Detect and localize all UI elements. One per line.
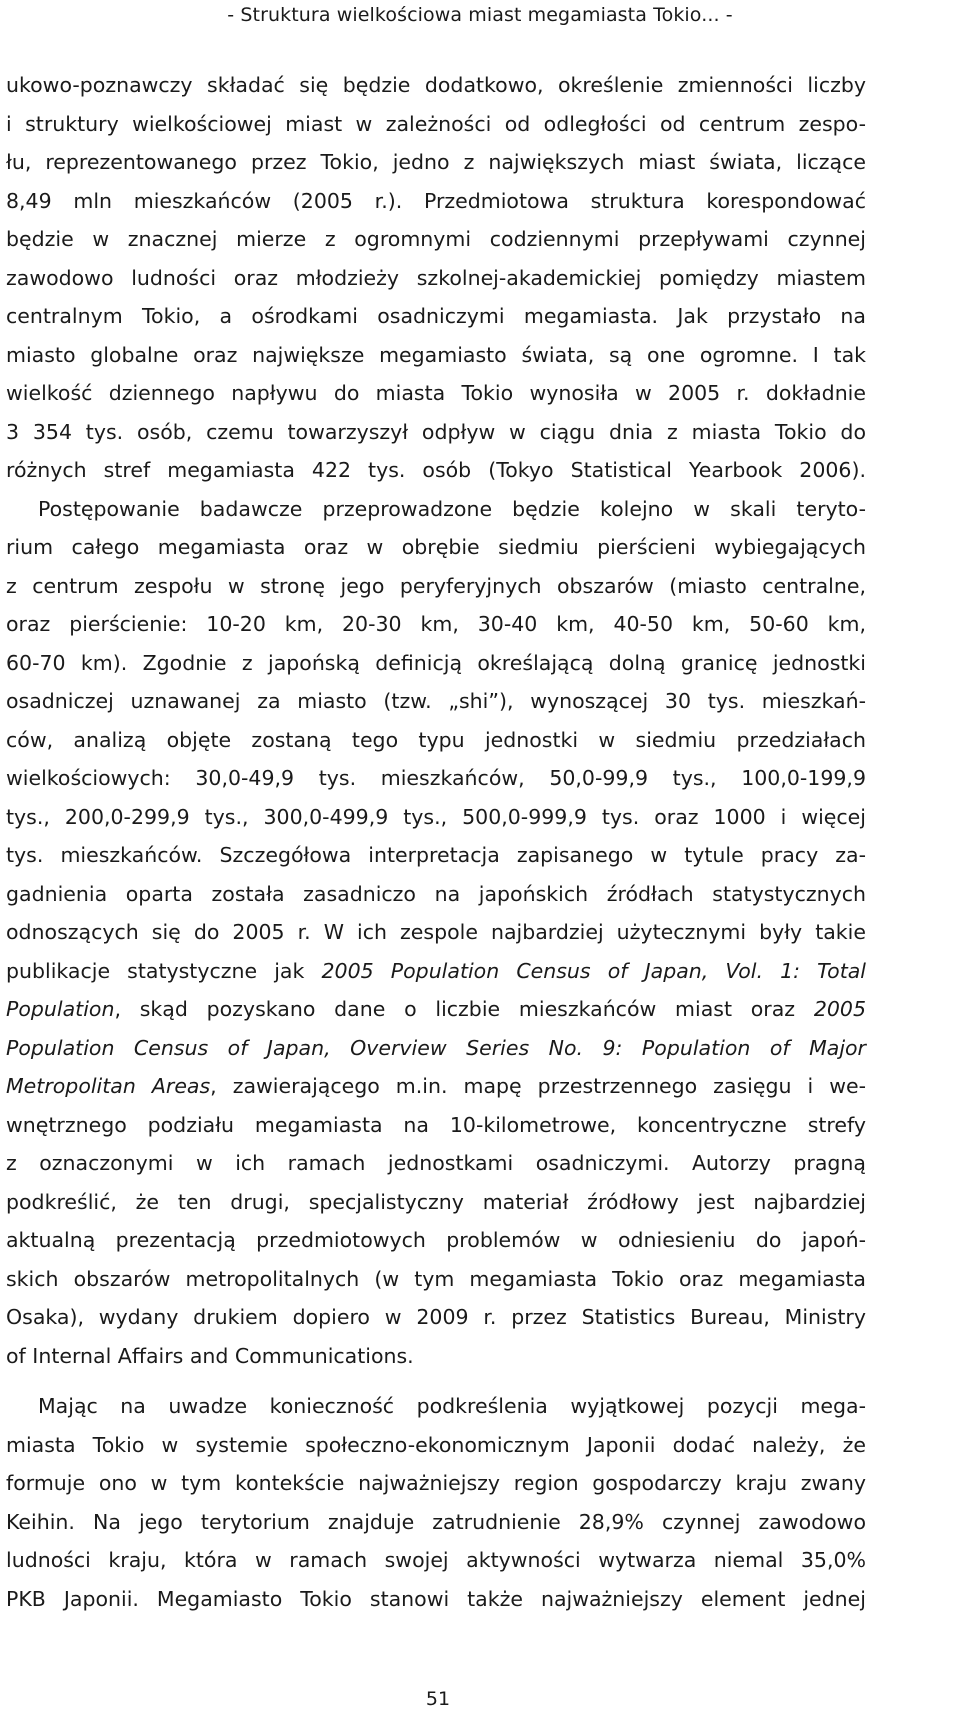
text-line [6, 952, 866, 991]
text-run: , skąd pozyskano dane o liczbie mieszkańców miast oraz [114, 997, 814, 1021]
running-header: - Struktura wielkościowa miast megamiasta Tokio... - [227, 4, 733, 26]
text-line: tys. mieszkańców. Szczegółowa interpretacja zapisanego w tytule pracy za- [6, 843, 866, 867]
text-line: tys., 200,0-299,9 tys., 300,0-499,9 tys., 500,0-999,9 tys. oraz 1000 i więcej [6, 804, 866, 829]
text-line: Postępowanie badawcze przeprowadzone będzie kolejno w skali teryto- [38, 496, 866, 521]
page-number: 51 [425, 1688, 451, 1710]
text-line: ców, analizą objęte zostaną tego typu jednostki w siedmiu przedziałach [6, 727, 866, 752]
text-line: różnych stref megamiasta 422 tys. osób (Tokyo Statistical Yearbook 2006). [6, 458, 866, 482]
text-line: ludności kraju, która w ramach swojej aktywności wytwarza niemal 35,0% [6, 1548, 866, 1572]
text-line: wielkościowych: 30,0-49,9 tys. mieszkańców, 50,0-99,9 tys., 100,0-199,9 [6, 766, 866, 790]
text-line: rium całego megamiasta oraz w obrębie siedmiu pierścieni wybiegających [6, 535, 866, 559]
text-line: PKB Japonii. Megamiasto Tokio stanowi także najważniejszy element jednej [6, 1586, 866, 1611]
paragraph-gap [6, 1375, 866, 1387]
text-line [6, 1029, 866, 1068]
text-run: , zawierającego m.in. mapę przestrzennego zasięgu i we- [210, 1074, 866, 1098]
text-line: ukowo-poznawczy składać się będzie dodatkowo, określenie zmienności liczby [6, 73, 866, 97]
paragraph-3 [6, 1387, 866, 1618]
text-line: 60-70 km). Zgodnie z japońską definicją określającą dolną granicę jednostki [6, 650, 866, 675]
text-line: łu, reprezentowanego przez Tokio, jedno z największych miast świata, liczące [6, 150, 866, 174]
text-line: podkreślić, że ten drugi, specjalistyczny materiał źródłowy jest najbardziej [6, 1189, 866, 1214]
text-run: publikacje statystyczne jak [6, 958, 322, 983]
publication-title: Metropolitan Areas [6, 1074, 211, 1098]
text-line: z oznaczonymi w ich ramach jednostkami osadniczymi. Autorzy pragną [6, 1151, 866, 1175]
text-line: gadnienia oparta została zasadniczo na japońskich źródłach statystycznych [6, 881, 866, 906]
text-line: i struktury wielkościowej miast w zależności od odległości od centrum zespo- [6, 111, 866, 136]
publication-title: 2005 [813, 997, 866, 1021]
text-line: Keihin. Na jego terytorium znajduje zatrudnienie 28,9% czynnej zawodowo [6, 1509, 866, 1534]
text-line [6, 1067, 866, 1106]
publication-title: Population [6, 997, 115, 1021]
text-line: centralnym Tokio, a ośrodkami osadniczymi megamiasta. Jak przystało na [6, 304, 866, 328]
text-line: oraz pierścienie: 10-20 km, 20-30 km, 30-40 km, 40-50 km, 50-60 km, [6, 612, 866, 636]
text-line: wnętrznego podziału megamiasta na 10-kilometrowe, koncentryczne strefy [6, 1112, 866, 1137]
text-line: będzie w znacznej mierze z ogromnymi codziennymi przepływami czynnej [6, 227, 866, 251]
body-text [6, 66, 866, 1618]
text-line: 8,49 mln mieszkańców (2005 r.). Przedmiotowa struktura korespondować [6, 188, 866, 213]
text-line: z centrum zespołu w stronę jego peryferyjnych obszarów (miasto centralne, [6, 573, 866, 598]
text-line: formuje ono w tym kontekście najważniejszy region gospodarczy kraju zwany [6, 1471, 866, 1495]
text-line: miasta Tokio w systemie społeczno-ekonomicznym Japonii dodać należy, że [6, 1432, 866, 1457]
text-line: wielkość dziennego napływu do miasta Tokio wynosiła w 2005 r. dokładnie [6, 381, 866, 405]
publication-title: Population Census of Japan, Overview Series No. 9: Population of Major [6, 1035, 866, 1060]
text-line: Mając na uwadze konieczność podkreślenia wyjątkowej pozycji mega- [38, 1394, 866, 1418]
paragraph-1 [6, 66, 866, 490]
paragraph-2 [6, 490, 866, 1376]
text-line: odnoszących się do 2005 r. W ich zespole najbardziej użytecznymi były takie [6, 920, 866, 944]
text-line: zawodowo ludności oraz młodzieży szkolnej-akademickiej pomiędzy miastem [6, 265, 866, 290]
text-line: Osaka), wydany drukiem dopiero w 2009 r. przez Statistics Bureau, Ministry [6, 1305, 866, 1329]
text-line: osadniczej uznawanej za miasto (tzw. „shi”), wynoszącej 30 tys. mieszkań- [6, 689, 866, 713]
text-line: miasto globalne oraz największe megamiasto świata, są one ogromne. I tak [6, 342, 866, 367]
text-line: 3 354 tys. osób, czemu towarzyszył odpływ w ciągu dnia z miasta Tokio do [6, 419, 866, 444]
text-line: of Internal Affairs and Communications. [6, 1343, 414, 1368]
text-line: skich obszarów metropolitalnych (w tym megamiasta Tokio oraz megamiasta [6, 1266, 866, 1291]
publication-title: 2005 Population Census of Japan, Vol. 1: Total [321, 958, 866, 983]
text-line: aktualną prezentacją przedmiotowych problemów w odniesieniu do japoń- [6, 1228, 866, 1252]
text-line [6, 990, 866, 1029]
